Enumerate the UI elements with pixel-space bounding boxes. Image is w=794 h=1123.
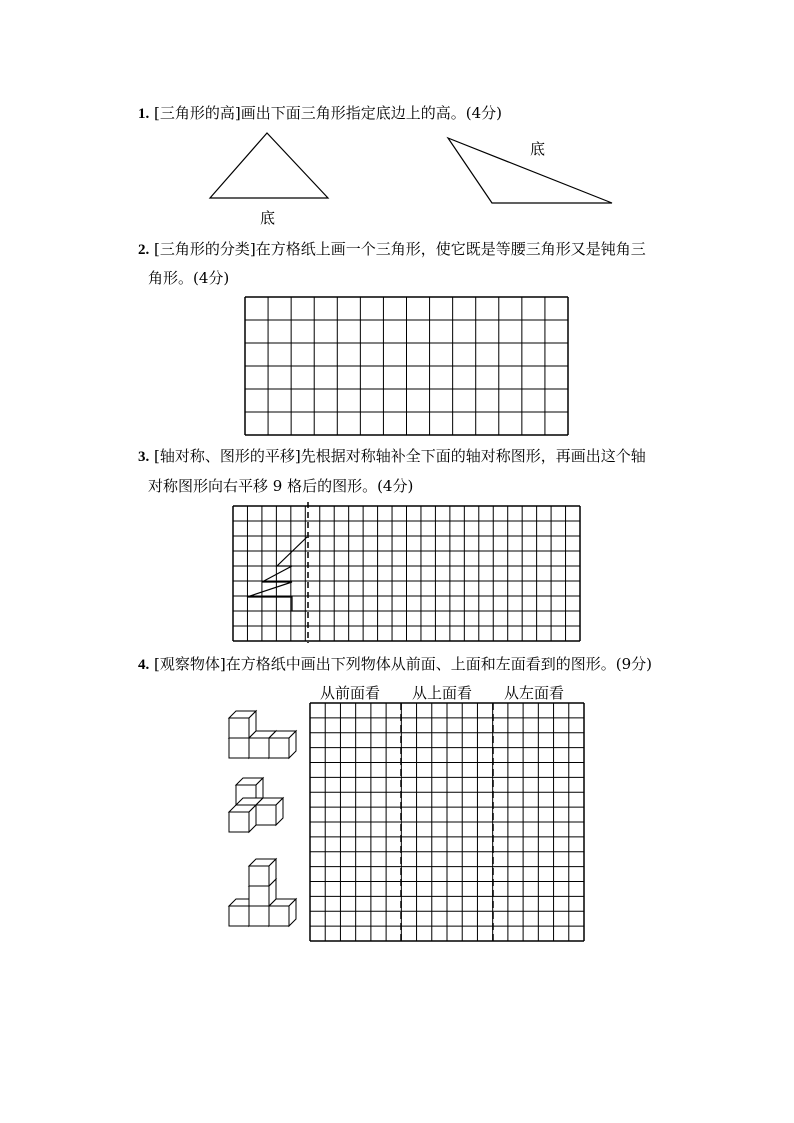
cube-face (249, 738, 269, 758)
label-front-view: 从前面看 (320, 684, 381, 702)
symmetric-shape-half (247, 537, 307, 611)
cube-face (249, 866, 269, 886)
cube-face (249, 886, 269, 906)
triangle-1-base-label: 底 (260, 209, 276, 227)
question-text: [三角形的分类]在方格纸上画一个三角形，使它既是等腰三角形又是钝角三 (154, 240, 646, 258)
cube-face (269, 906, 289, 926)
triangle-1 (210, 133, 328, 198)
question-number: 4. (138, 657, 150, 673)
grid-question-3[interactable] (233, 506, 580, 641)
cube-object-3 (229, 859, 296, 926)
triangle-2 (448, 138, 612, 203)
cube-face (229, 812, 249, 832)
cube-face (229, 906, 249, 926)
question-number: 1. (138, 106, 150, 122)
cube-face (269, 738, 289, 758)
label-left-view: 从左面看 (504, 684, 565, 702)
grid-question-2[interactable] (245, 297, 568, 435)
cube-object-1 (229, 711, 296, 758)
cube-face (249, 906, 269, 926)
cube-face (229, 718, 249, 738)
question-number: 3. (138, 449, 150, 465)
label-top-view: 从上面看 (412, 684, 473, 702)
question-text: [观察物体]在方格纸中画出下列物体从前面、上面和左面看到的图形。(9分) (154, 655, 652, 673)
triangle-2-base-label: 底 (530, 140, 546, 158)
question-2-continuation: 角形。(4分) (148, 269, 230, 287)
question-3-continuation: 对称图形向右平移 9 格后的图形。(4分) (148, 477, 414, 495)
question-text: [三角形的高]画出下面三角形指定底边上的高。(4分) (154, 104, 502, 122)
cube-face (229, 738, 249, 758)
question-number: 2. (138, 242, 150, 258)
cube-object-2 (229, 778, 283, 832)
grid-question-4[interactable] (310, 703, 584, 941)
cube-face (256, 805, 276, 825)
question-text: [轴对称、图形的平移]先根据对称轴补全下面的轴对称图形，再画出这个轴 (154, 447, 646, 465)
